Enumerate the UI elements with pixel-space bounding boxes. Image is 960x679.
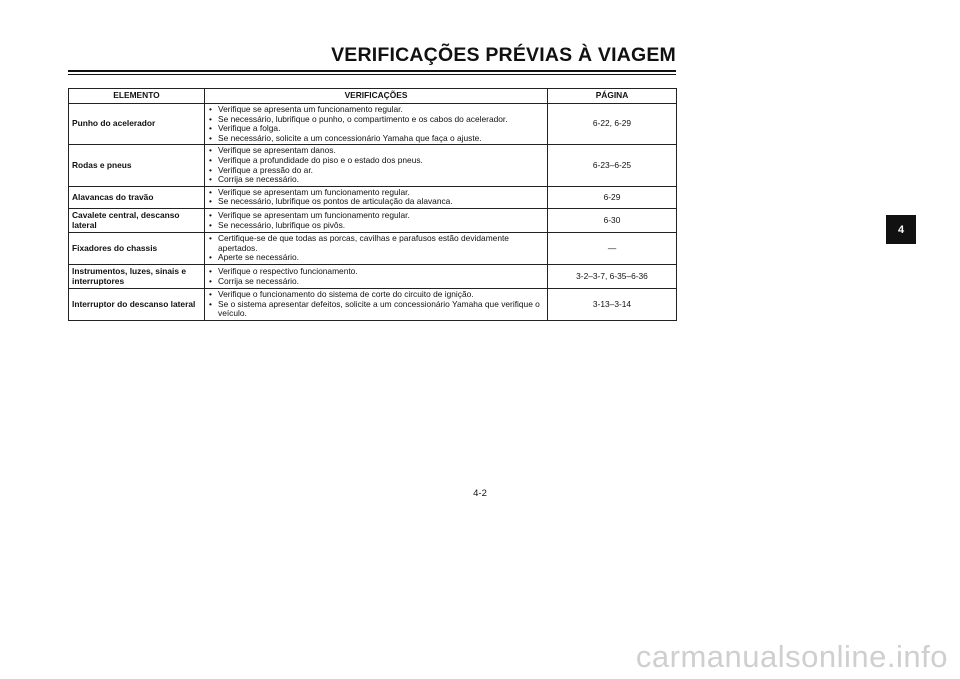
check-text: Verifique se apresentam um funcionamento regular. <box>218 186 410 197</box>
bullet-icon: • <box>209 123 212 134</box>
row-checks <box>205 208 548 232</box>
bullet-icon: • <box>209 209 212 220</box>
check-text: Se necessário, lubrifique os pontos de articulação da alavanca. <box>218 196 453 207</box>
table-row <box>69 186 677 208</box>
row-page: 3-13–3-14 <box>548 289 677 321</box>
row-element: Interruptor do descanso lateral <box>69 289 205 321</box>
check-text: Verifique a profundidade do piso e o estado dos pneus. <box>218 154 423 165</box>
check-text: Verifique a pressão do ar. <box>218 164 313 175</box>
table-header-row <box>69 89 677 104</box>
bullet-icon: • <box>209 289 212 300</box>
bullet-icon: • <box>209 275 212 286</box>
check-text: Verifique o funcionamento do sistema de corte do circuito de ignição. <box>218 289 474 300</box>
check-item <box>209 197 544 207</box>
bullet-icon: • <box>209 145 212 156</box>
table-row <box>69 264 677 288</box>
bullet-icon: • <box>209 219 212 230</box>
bullet-icon: • <box>209 154 212 165</box>
bullet-icon: • <box>209 132 212 143</box>
row-checks <box>205 233 548 265</box>
table-row <box>69 104 677 145</box>
row-element: Punho do acelerador <box>69 104 205 145</box>
bullet-icon: • <box>209 113 212 124</box>
bullet-icon: • <box>209 265 212 276</box>
title-rule-thin <box>68 74 676 75</box>
bullet-icon: • <box>209 196 212 207</box>
check-text: Se necessário, lubrifique o punho, o compartimento e os cabos do acelerador. <box>218 113 508 124</box>
check-item <box>209 253 544 263</box>
check-text: Se necessário, lubrifique os pivôs. <box>218 219 346 230</box>
table-row <box>69 233 677 265</box>
row-checks <box>205 145 548 186</box>
bullet-icon: • <box>209 174 212 185</box>
check-item <box>209 234 544 253</box>
row-page: 6-22, 6-29 <box>548 104 677 145</box>
bullet-icon: • <box>209 186 212 197</box>
check-text: Verifique o respectivo funcionamento. <box>218 265 358 276</box>
check-text: Se o sistema apresentar defeitos, solicite a um concessionário Yamaha que verifique o veículo. <box>218 298 540 319</box>
check-item <box>209 221 544 231</box>
table-row <box>69 208 677 232</box>
row-page: 3-2–3-7, 6-35–6-36 <box>548 264 677 288</box>
row-element: Fixadores do chassis <box>69 233 205 265</box>
page-title: VERIFICAÇÕES PRÉVIAS À VIAGEM <box>331 44 676 66</box>
bullet-icon: • <box>209 298 212 309</box>
header-checks: VERIFICAÇÕES <box>205 89 548 104</box>
chapter-tab: 4 <box>886 215 916 244</box>
row-page: — <box>548 233 677 265</box>
check-text: Verifique a folga. <box>218 123 281 134</box>
check-text: Verifique se apresentam um funcionamento regular. <box>218 209 410 220</box>
row-checks <box>205 104 548 145</box>
bullet-icon: • <box>209 104 212 114</box>
row-page: 6-30 <box>548 208 677 232</box>
check-text: Corrija se necessário. <box>218 174 299 185</box>
check-item <box>209 134 544 144</box>
check-text: Verifique se apresenta um funcionamento regular. <box>218 104 403 114</box>
title-rule-thick <box>68 70 676 72</box>
check-item <box>209 277 544 287</box>
check-text: Corrija se necessário. <box>218 275 299 286</box>
check-item <box>209 300 544 319</box>
check-item <box>209 175 544 185</box>
table-row <box>69 289 677 321</box>
pre-ride-checks-table <box>68 88 677 321</box>
row-element: Rodas e pneus <box>69 145 205 186</box>
row-checks <box>205 186 548 208</box>
table-row <box>69 145 677 186</box>
bullet-icon: • <box>209 233 212 244</box>
check-text: Certifique-se de que todas as porcas, cavilhas e parafusos estão devidamente apertados. <box>218 233 509 253</box>
row-element: Cavalete central, descanso lateral <box>69 208 205 232</box>
header-element: ELEMENTO <box>69 89 205 104</box>
bullet-icon: • <box>209 164 212 175</box>
row-checks <box>205 289 548 321</box>
check-text: Aperte se necessário. <box>218 252 300 263</box>
row-page: 6-29 <box>548 186 677 208</box>
row-element: Alavancas do travão <box>69 186 205 208</box>
check-text: Verifique se apresentam danos. <box>218 145 336 156</box>
header-page: PÁGINA <box>548 89 677 104</box>
page-number: 4-2 <box>473 488 487 499</box>
row-element: Instrumentos, luzes, sinais e interruptores <box>69 264 205 288</box>
row-page: 6-23–6-25 <box>548 145 677 186</box>
bullet-icon: • <box>209 252 212 263</box>
check-text: Se necessário, solicite a um concessionário Yamaha que faça o ajuste. <box>218 132 482 143</box>
watermark: carmanualsonline.info <box>635 639 948 674</box>
row-checks <box>205 264 548 288</box>
